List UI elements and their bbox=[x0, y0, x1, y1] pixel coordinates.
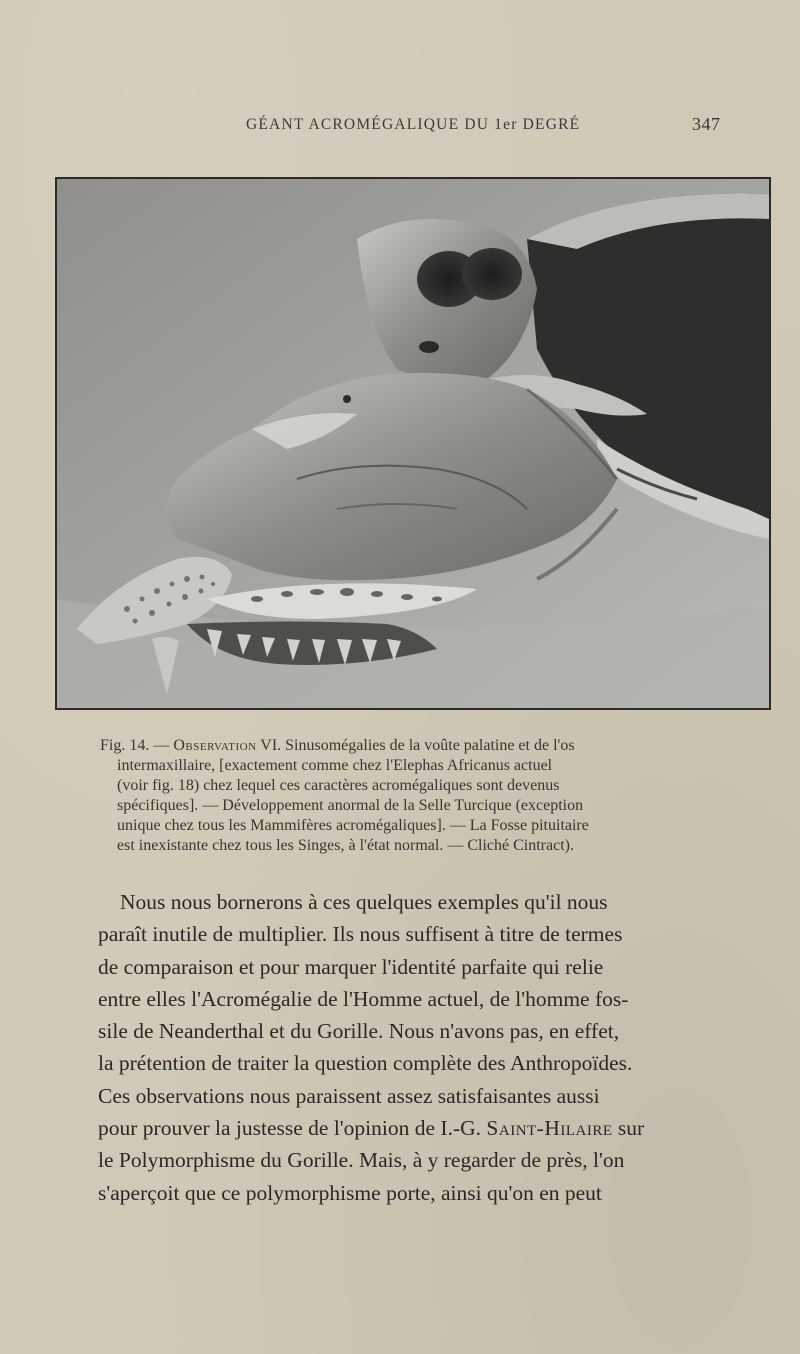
author-name-smallcaps: Saint-Hilaire bbox=[486, 1116, 613, 1141]
body-line: paraît inutile de multiplier. Ils nous suffisent à titre de termes bbox=[98, 922, 623, 947]
body-paragraph bbox=[98, 886, 738, 1209]
body-line: la prétention de traiter la question complète des Anthropoïdes. bbox=[98, 1051, 633, 1076]
body-line: Ces observations nous paraissent assez satisfaisantes aussi bbox=[98, 1083, 600, 1108]
caption-line: spécifiques]. — Développement anormal de la Selle Turcique (exception bbox=[117, 797, 584, 814]
running-title: GÉANT ACROMÉGALIQUE DU 1er DEGRÉ bbox=[246, 116, 581, 133]
caption-text: VI. Sinusomégalies de la voûte palatine et de l'os bbox=[256, 737, 575, 754]
body-text-segment: sur bbox=[612, 1116, 645, 1141]
caption-smallcaps: Observation bbox=[173, 737, 257, 754]
caption-line bbox=[100, 736, 730, 756]
skull-photograph bbox=[55, 177, 771, 710]
caption-line: est inexistante chez tous les Singes, à l'état normal. — Cliché Cintract). bbox=[117, 837, 574, 854]
caption-line: intermaxillaire, [exactement comme chez l'Elephas Africanus actuel bbox=[117, 757, 553, 774]
caption-line: (voir fig. 18) chez lequel ces caractères acromégaliques sont devenus bbox=[117, 777, 560, 794]
body-line: s'aperçoit que ce polymorphisme porte, ainsi qu'on en peut bbox=[98, 1180, 602, 1205]
body-line bbox=[98, 1112, 738, 1144]
body-line: Nous nous bornerons à ces quelques exemples qu'il nous bbox=[120, 890, 608, 914]
body-line: de comparaison et pour marquer l'identité parfaite qui relie bbox=[98, 954, 604, 979]
body-line: sile de Neanderthal et du Gorille. Nous n'avons pas, en effet, bbox=[98, 1019, 620, 1044]
body-text-segment: pour prouver la justesse de l'opinion de I.-G. bbox=[98, 1116, 487, 1141]
body-line: le Polymorphisme du Gorille. Mais, à y regarder de près, l'on bbox=[98, 1148, 625, 1173]
running-header bbox=[0, 114, 800, 138]
caption-line: unique chez tous les Mammifères acromégaliques]. — La Fosse pituitaire bbox=[117, 817, 589, 834]
body-line: entre elles l'Acromégalie de l'Homme actuel, de l'homme fos- bbox=[98, 986, 629, 1011]
figure-caption bbox=[100, 736, 730, 856]
skull-photograph-image bbox=[57, 179, 769, 708]
page-number: 347 bbox=[692, 114, 721, 134]
caption-text: Fig. 14. — bbox=[100, 737, 174, 754]
